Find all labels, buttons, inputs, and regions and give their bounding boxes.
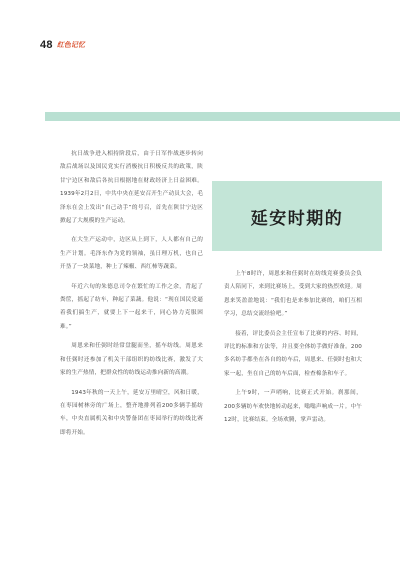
paragraph: 周恩来和任弼时经常盘腿而坐，摇车纺线。周恩来和任弼时还参加了机关干部组织的纺线比赛，激发了大家的生产热情，把群众性的纺线运动推向新的高潮。 bbox=[60, 343, 203, 377]
paragraph: 1943年秋的一天上午，延安万里晴空，风和日暖，在枣园树林旁的广场上，整齐地排列着200多辆手摇纺车，中央直属机关和中央警备团在枣园举行的纺线比赛即将开始。 bbox=[60, 389, 203, 436]
decorative-title-bar bbox=[45, 112, 400, 121]
paragraph: 抗日战争进入相持阶段后，由于日军作战逐步转向敌后战场以及国民党实行消极抗日积极反共的政策，陕甘宁边区和敌后各抗日根据地在财政经济上日益困难。1939年2月2日，中共中央在延安召开生产动员大会，毛泽东在会上发出“自己动手”的号召，首先在陕甘宁边区掀起了大规模的生产运动。 bbox=[60, 151, 203, 225]
paragraph: 上午9时，一声哨响，比赛正式开始。刹那间，200多辆纺车欢快地转动起来，嗡嗡声响成一片。中午12时，比赛结束。全场欢腾，掌声雷动。 bbox=[224, 390, 362, 424]
page-header bbox=[40, 38, 85, 52]
paragraph: 上午8时许，周恩来和任弼时在纺线竞赛委员会负责人陪同下，来到比赛场上，受到大家的热烈欢迎。周恩来笑盈盈地说：“我们也是来参加比赛的，咱们互相学习，总结交流经验吧。” bbox=[224, 271, 362, 318]
paragraph: 接着，评比委员会主任宣布了比赛的内容、时间，评比的标准和方法等，并且要全体纺手做好准备。200多名纺手都坐在各自的纺车后，周恩来、任弼时也和大家一起，坐在自己的纺车后面，检查棉条和车子。 bbox=[224, 330, 362, 377]
page-number: 48 bbox=[40, 39, 53, 51]
section-tag: 红色记忆 bbox=[56, 41, 85, 49]
article-title: 延安时期的 bbox=[250, 208, 344, 229]
paragraph: 年近六旬的朱德总司令在繁忙的工作之余，背起了粪筐，摇起了纺车，种起了菜蔬。他说：“现在国民党逼着我们搞生产，就要上下一起来干，同心协力克服困难。” bbox=[60, 283, 203, 330]
article-right-column bbox=[224, 268, 362, 433]
article-title-box bbox=[212, 181, 382, 251]
article-left-column bbox=[60, 148, 203, 446]
paragraph: 在大生产运动中，边区从上到下，人人都有自己的生产计划。毛泽东作为党的领袖，虽日理万机，也自己开垦了一块菜地，种上了辣椒、西红柿等蔬菜。 bbox=[60, 237, 203, 271]
